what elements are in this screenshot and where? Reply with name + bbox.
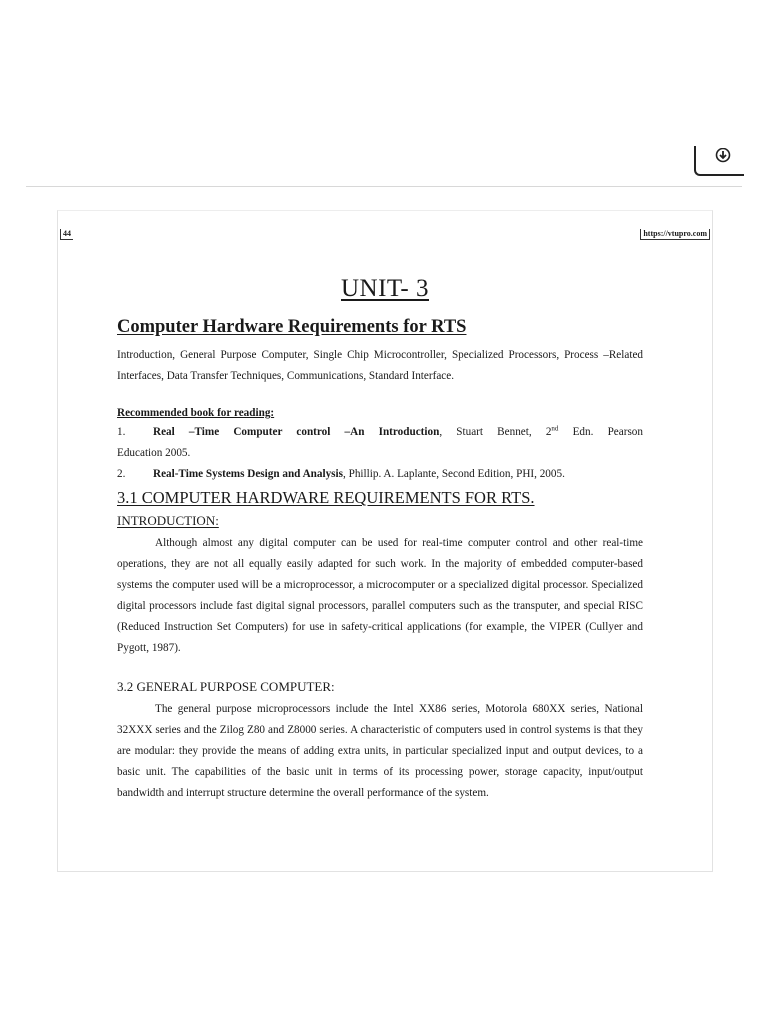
reference-title: Real-Time Systems Design and Analysis [153, 468, 344, 480]
header-url[interactable]: https://vtupro.com [640, 229, 710, 240]
reference-details: , Stuart Bennet, 2 [439, 426, 552, 438]
document-page [57, 210, 713, 872]
chapter-title: Computer Hardware Requirements for RTS [117, 317, 467, 337]
viewer-divider [26, 186, 742, 187]
section-3-2-heading: 3.2 GENERAL PURPOSE COMPUTER: [117, 679, 335, 694]
intro-topics: Introduction, General Purpose Computer, Single Chip Microcontroller, Specialized Processors, Process –Related Interfaces, Data Transfer Techniques, Communications, Standard Interface. [117, 349, 643, 382]
section-3-1-heading: 3.1 COMPUTER HARDWARE REQUIREMENTS FOR RTS. [117, 488, 535, 507]
recommended-books-heading: Recommended book for reading: [117, 407, 275, 419]
download-icon [712, 148, 734, 164]
reference-number: 2. [117, 468, 126, 480]
reference-item-1-continuation: Education 2005. [117, 447, 191, 459]
section-3-1-paragraph: Although almost any digital computer can be used for real-time computer control and other real-time operations, they are not all equally easily adapted for such work. In the majority of embedded computer-based systems the computer used will be a microprocessor, a microcomputer or a specialized digital processor. Specialized digital processors include fast digital signal processors, parallel computers such as the transputer, and special RISC (Reduced Instruction Set Computers) for use in safety-critical applications (for example, the VIPER (Cullyer and Pygott, 1987). [117, 537, 643, 654]
page-content [117, 315, 643, 804]
reference-title: Real –Time Computer control –An Introduction [153, 426, 440, 438]
reference-item-2 [117, 464, 643, 485]
section-3-2-paragraph: The general purpose microprocessors include the Intel XX86 series, Motorola 680XX series, National 32XXX series and the Zilog Z80 and Z8000 series. A characteristic of computers used in control systems is that they are modular: they provide the means of adding extra units, in particular specialized input and output devices, to a basic unit. The capabilities of the basic unit in terms of its processing power, storage capacity, input/output bandwidth and interrupt structure determine the overall performance of the system. [117, 703, 643, 799]
unit-title: UNIT- 3 [341, 275, 429, 302]
reference-details: Edn. Pearson [558, 426, 643, 438]
download-button[interactable] [694, 146, 744, 176]
page-number: 44 [60, 229, 73, 240]
reference-item-1 [117, 422, 643, 443]
reference-details: , Phillip. A. Laplante, Second Edition, PHI, 2005. [343, 468, 565, 480]
introduction-subheading: INTRODUCTION: [117, 513, 219, 528]
reference-number: 1. [117, 426, 126, 438]
reference-superscript: nd [551, 424, 559, 433]
